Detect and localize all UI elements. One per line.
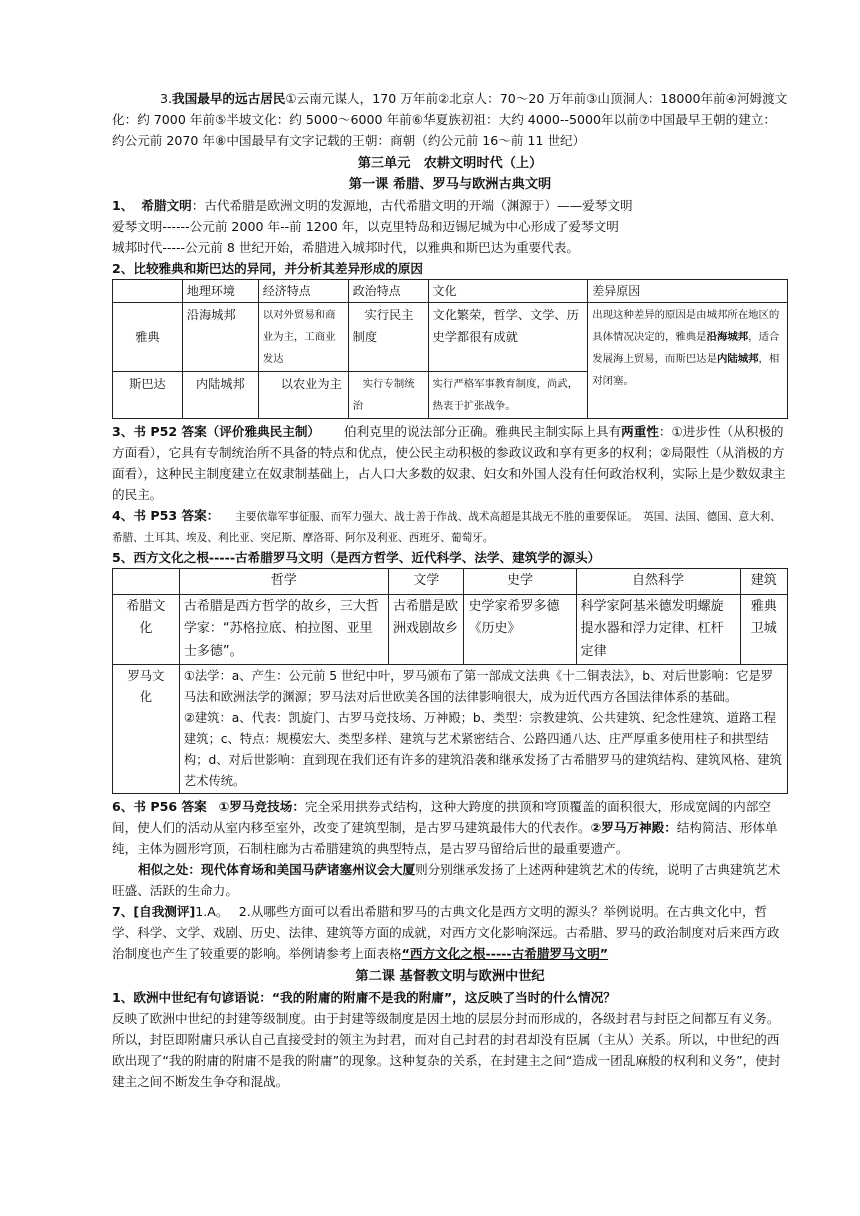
ancient-residents-paragraph: 3.我国最早的远古居民①云南元谋人，170 万年前②北京人：70～20 万年前③山顶洞人：18000年前④河姆渡文化：约 7000 年前⑤半坡文化：约 5000～6000 年前⑥华夏族初祖：大约 4000--5000年以前⑦中国最早王朝的建立：约公元前 2070 年⑧中国最早有文字记载的王朝：商朝（约公元前 16～前 11 世纪） <box>112 91 788 148</box>
header-reason: 差异原因 <box>588 280 788 303</box>
table-row-athens: 雅典 沿海城邦 以对外贸易和商业为主，工商业发达 实行民主制度 文化繁荣，哲学、文学、历史学都很有成就 出现这种差异的原因是由城邦所在地区的具体情况决定的，雅典是沿海城邦，适合发展海上贸易，而斯巴达是内陆城邦，相对闭塞。 <box>113 303 788 372</box>
table-row-greek: 希腊文化 古希腊是西方哲学的故乡，三大哲学家：“苏格拉底、柏拉图、亚里士多德”。 古希腊是欧洲戏剧故乡 史学家希罗多德《历史》 科学家阿基米德发明螺旋提水器和浮力定律、杠杆定律 雅典卫城 <box>113 594 788 665</box>
roman-architecture: ②建筑：a、代表：凯旋门、古罗马竞技场、万神殿；b、类型：宗教建筑、公共建筑、纪念性建筑、道路工程建筑；c、特点：规模宏大、类型多样、建筑与艺术紧密结合、公路四通八达、庄严厚重多使用柱子和拱型结构；d、对后世影响：直到现在我们还有许多的建筑沿袭和继承发扬了古希腊罗马的建筑结构、建筑风格、建筑艺术传统。 <box>183 711 782 788</box>
header-history: 史学 <box>464 569 576 595</box>
table-row-roman <box>113 665 788 794</box>
q4-rome-expansion: 4、书 P53 答案： 主要依靠军事征服、而军力强大、战士善于作战、战术高超是其战无不胜的重要保证。 英国、法国、德国、意大利、希腊、土耳其、埃及、利比亚、突尼斯、摩洛哥、阿尔及利亚、西班牙、葡萄牙。 <box>112 508 781 544</box>
sparta-label: 斯巴达 <box>113 372 183 419</box>
header-science: 自然科学 <box>576 569 740 595</box>
header-philosophy: 哲学 <box>179 569 388 595</box>
document-page <box>112 88 788 1092</box>
header-literature: 文学 <box>389 569 464 595</box>
roman-culture-content <box>179 665 787 794</box>
athens-sparta-table <box>112 279 788 419</box>
l2q1-title: 1、欧洲中世纪有句谚语说：“我的附庸的附庸不是我的附庸”，这反映了当时的什么情况？ <box>112 990 616 1005</box>
table-header-row <box>113 569 788 595</box>
header-culture: 文化 <box>428 280 588 303</box>
q5-title: 5、西方文化之根-----古希腊罗马文明（是西方哲学、近代科学、法学、建筑学的源头） <box>112 550 601 565</box>
table-header-row <box>113 280 788 303</box>
q1-polis-line: 城邦时代-----公元前 8 世纪开始，希腊进入城邦时代，以雅典和斯巴达为重要代表。 <box>112 240 579 255</box>
l2q1-answer: 反映了欧洲中世纪的封建等级制度。由于封建等级制度是因土地的层层分封而形成的，各级封君与封臣之间都互有义务。所以，封臣即附庸只承认自己直接受封的领主为封君，而对自己封君的封君却没有臣属（主从）关系。所以，中世纪的西欧出现了“我的附庸的附庸不是我的附庸”的现象。这种复杂的关系，在封建主之间“造成一团乱麻般的权利和义务”，使封建主之间不断发生争夺和混战。 <box>112 1011 781 1089</box>
roman-culture-label: 罗马文化 <box>113 665 180 794</box>
header-architecture: 建筑 <box>740 569 788 595</box>
q1-greek-civilization: 1、 希腊文明：古代希腊是欧洲文明的发源地，古代希腊文明的开端（渊源于）——爱琴文明 <box>112 198 633 213</box>
q1-aegean-line: 爱琴文明------公元前 2000 年--前 1200 年，以克里特岛和迈锡尼城为中心形成了爱琴文明 <box>112 219 619 234</box>
greek-culture-label: 希腊文化 <box>113 594 180 665</box>
ancient-residents-heading: 我国最早的远古居民 <box>172 91 286 106</box>
lesson2-title: 第二课 基督教文明与欧洲中世纪 <box>355 969 545 984</box>
athens-label: 雅典 <box>113 303 183 372</box>
table-row-sparta: 斯巴达 内陆城邦 以农业为主 实行专制统治 实行严格军事教育制度，尚武，热衷于扩张战争。 <box>113 372 788 419</box>
q6-similarity: 相似之处：现代体育场和美国马萨诸塞州议会大厦则分别继承发扬了上述两种建筑艺术的传统，说明了古典建筑艺术旺盛、活跃的生命力。 <box>112 862 781 898</box>
header-economy: 经济特点 <box>258 280 348 303</box>
q2-title: 2、比较雅典和斯巴达的异同，并分析其差异形成的原因 <box>112 261 424 276</box>
q3-athenian-democracy: 3、书 P52 答案（评价雅典民主制） 伯利克里的说法部分正确。雅典民主制实际上具有两重性：①进步性（从积极的方面看），它具有专制统治所不具备的特点和优点，使公民主动积极的参政议政和享有更多的权利；②局限性（从消极的方面看），这种民主制度建立在奴隶制基础上，占人口大多数的奴隶、妇女和外国人没有任何政治权利，实际上是少数奴隶主的民主。 <box>112 424 786 502</box>
q7-table-reference: “西方文化之根-----古希腊罗马文明” <box>401 946 609 961</box>
greek-roman-culture-table <box>112 568 788 794</box>
difference-reason: 出现这种差异的原因是由城邦所在地区的具体情况决定的，雅典是沿海城邦，适合发展海上贸易，而斯巴达是内陆城邦，相对闭塞。 <box>588 303 788 419</box>
q6-roman-buildings: 6、书 P56 答案 ①罗马竞技场：完全采用拱券式结构，这种大跨度的拱顶和穹顶覆盖的面积很大，形成宽阔的内部空间，使人们的活动从室内移至室外，改变了建筑型制，是古罗马建筑最伟大的代表作。②罗马万神殿：结构简洁、形体单纯，主体为圆形穹顶，石制柱廊为古希腊建筑的典型特点，是古罗马留给后世的最重要遗产。 <box>112 799 778 856</box>
header-geography: 地理环境 <box>182 280 258 303</box>
roman-law: ①法学：a、产生：公元前 5 世纪中叶，罗马颁布了第一部成文法典《十二铜表法》，b、对后世影响：它是罗马法和欧洲法学的渊源；罗马法对后世欧美各国的法律影响很大，成为近代西方各国法律体系的基础。 <box>183 669 774 704</box>
q7-self-test: 7、[自我测评]1.A。 2.从哪些方面可以看出希腊和罗马的古典文化是西方文明的源头？举例说明。在古典文化中，哲学、科学、文学、戏剧、历史、法律、建筑等方面的成就，对西方文化影响深远。古希腊、罗马的政治制度对后来西方政治制度也产生了较重要的影响。举例请参考上面表格“西方文化之根-----古希腊罗马文明” <box>112 904 780 961</box>
lesson1-title: 第一课 希腊、罗马与欧洲古典文明 <box>348 177 552 192</box>
header-politics: 政治特点 <box>348 280 428 303</box>
unit-title: 第三单元 农耕文明时代（上） <box>357 156 543 171</box>
